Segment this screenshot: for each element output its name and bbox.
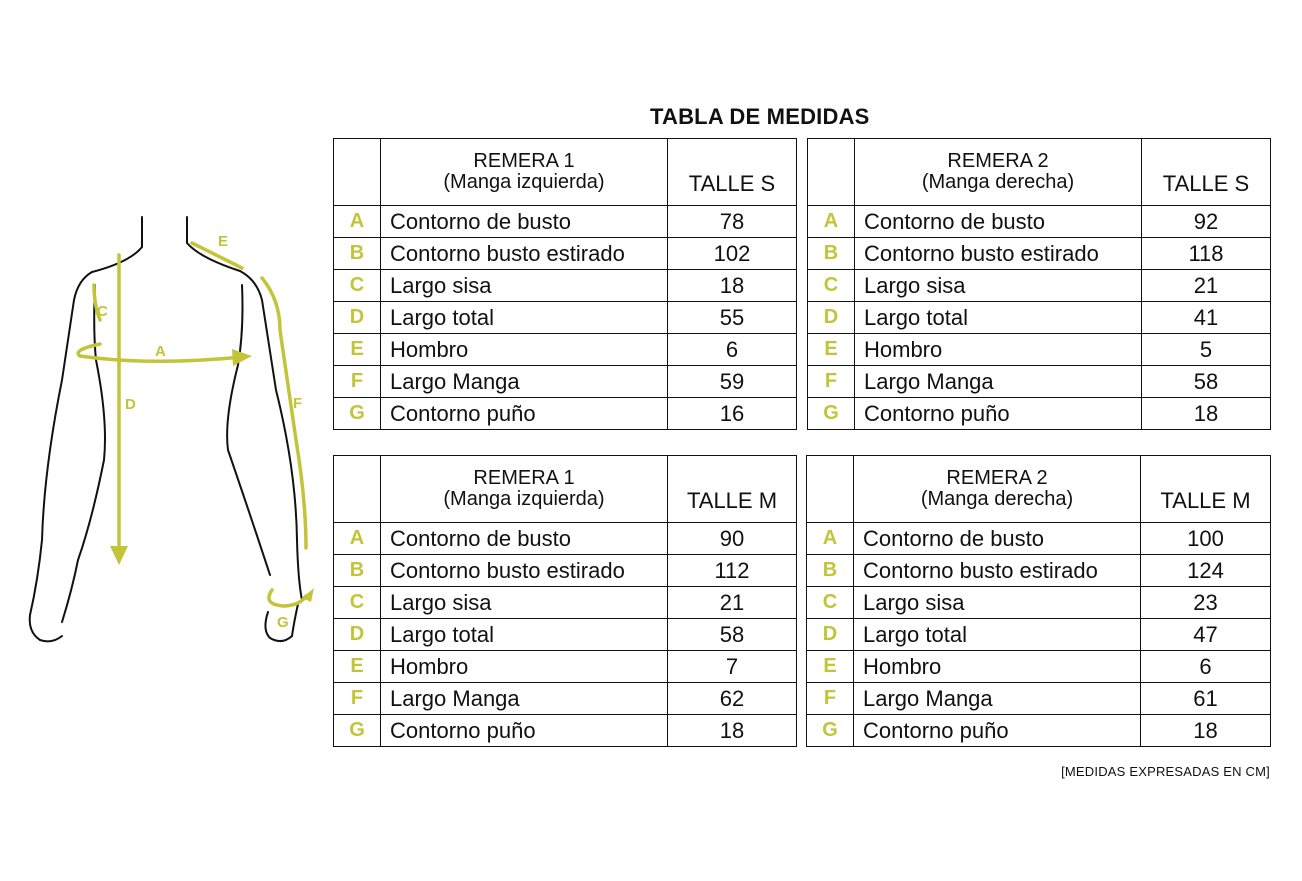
row-label: Contorno de busto <box>381 206 668 238</box>
row-letter: G <box>334 715 381 747</box>
units-footnote: [MEDIDAS EXPRESADAS EN CM] <box>1061 764 1270 779</box>
row-label: Largo sisa <box>854 587 1141 619</box>
size-header: TALLE M <box>668 456 797 523</box>
row-value: 18 <box>668 270 797 302</box>
row-letter: G <box>334 398 381 430</box>
row-letter: C <box>334 270 381 302</box>
row-value: 61 <box>1141 683 1271 715</box>
body-outline-right-arm-outer <box>240 271 302 600</box>
figure-label-c: C <box>97 303 108 320</box>
row-letter: D <box>334 302 381 334</box>
arrowhead-a-icon <box>232 349 252 366</box>
size-table-remera2-s <box>807 138 1271 430</box>
row-label: Largo Manga <box>381 366 668 398</box>
row-label: Contorno busto estirado <box>854 555 1141 587</box>
row-value: 92 <box>1142 206 1271 238</box>
size-table-remera2-m <box>806 455 1271 747</box>
row-label: Hombro <box>855 334 1142 366</box>
garment-name-header <box>855 139 1142 206</box>
garment-sleeve: (Manga izquierda) <box>443 488 605 510</box>
header-blank-cell <box>334 139 381 206</box>
row-letter: B <box>334 238 381 270</box>
size-table-remera1-m <box>333 455 797 747</box>
row-letter: F <box>334 683 381 715</box>
figure-label-a: A <box>155 343 166 360</box>
row-label: Hombro <box>381 334 668 366</box>
row-label: Largo total <box>381 619 668 651</box>
size-header: TALLE S <box>668 139 797 206</box>
row-letter: C <box>808 270 855 302</box>
row-label: Contorno busto estirado <box>855 238 1142 270</box>
row-label: Contorno busto estirado <box>381 555 668 587</box>
row-label: Contorno de busto <box>381 523 668 555</box>
row-letter: D <box>808 302 855 334</box>
row-letter: A <box>334 523 381 555</box>
body-outline-right-wrist <box>292 604 298 636</box>
arrowhead-d-icon <box>110 546 128 565</box>
row-value: 41 <box>1142 302 1271 334</box>
row-letter: F <box>334 366 381 398</box>
row-letter: B <box>808 238 855 270</box>
row-value: 102 <box>668 238 797 270</box>
figure-label-d: D <box>125 396 136 413</box>
row-value: 100 <box>1141 523 1271 555</box>
row-letter: A <box>334 206 381 238</box>
row-letter: A <box>808 206 855 238</box>
row-label: Hombro <box>381 651 668 683</box>
row-label: Largo sisa <box>381 587 668 619</box>
body-outline-left-arm-outer <box>30 272 92 641</box>
row-label: Contorno de busto <box>854 523 1141 555</box>
header-blank-cell <box>807 456 854 523</box>
row-value: 78 <box>668 206 797 238</box>
measure-line-e <box>192 243 242 268</box>
row-label: Largo total <box>854 619 1141 651</box>
garment-name: REMERA 2 <box>947 150 1049 172</box>
garment-name-header <box>381 139 668 206</box>
row-label: Contorno puño <box>381 715 668 747</box>
row-value: 21 <box>668 587 797 619</box>
row-value: 18 <box>1142 398 1271 430</box>
row-label: Largo Manga <box>854 683 1141 715</box>
row-letter: A <box>807 523 854 555</box>
body-measurement-figure <box>18 205 318 655</box>
size-table-remera1-s <box>333 138 797 430</box>
row-value: 21 <box>1142 270 1271 302</box>
row-letter: C <box>334 587 381 619</box>
row-label: Contorno puño <box>381 398 668 430</box>
row-value: 90 <box>668 523 797 555</box>
row-value: 112 <box>668 555 797 587</box>
row-value: 58 <box>1142 366 1271 398</box>
row-value: 55 <box>668 302 797 334</box>
row-letter: D <box>807 619 854 651</box>
header-blank-cell <box>808 139 855 206</box>
row-letter: D <box>334 619 381 651</box>
garment-name-header <box>381 456 668 523</box>
size-header: TALLE M <box>1141 456 1271 523</box>
figure-label-g: G <box>277 614 289 631</box>
row-letter: F <box>807 683 854 715</box>
row-letter: E <box>334 651 381 683</box>
row-letter: C <box>807 587 854 619</box>
row-value: 7 <box>668 651 797 683</box>
garment-sleeve: (Manga izquierda) <box>443 171 605 193</box>
row-letter: E <box>807 651 854 683</box>
row-label: Contorno puño <box>854 715 1141 747</box>
row-value: 58 <box>668 619 797 651</box>
row-value: 6 <box>1141 651 1271 683</box>
row-label: Largo total <box>855 302 1142 334</box>
garment-name: REMERA 1 <box>473 467 575 489</box>
row-label: Contorno busto estirado <box>381 238 668 270</box>
row-label: Contorno de busto <box>855 206 1142 238</box>
row-label: Largo sisa <box>855 270 1142 302</box>
row-label: Contorno puño <box>855 398 1142 430</box>
row-value: 23 <box>1141 587 1271 619</box>
header-blank-cell <box>334 456 381 523</box>
row-value: 5 <box>1142 334 1271 366</box>
body-outline-right-arm-inner <box>227 285 270 575</box>
page-title: TABLA DE MEDIDAS <box>650 104 870 129</box>
row-letter: B <box>334 555 381 587</box>
measure-line-f <box>262 278 306 548</box>
row-value: 6 <box>668 334 797 366</box>
row-letter: F <box>808 366 855 398</box>
garment-name-header <box>854 456 1141 523</box>
body-outline-neck-left <box>92 217 142 272</box>
garment-name: REMERA 1 <box>473 150 575 172</box>
figure-label-f: F <box>293 395 303 412</box>
row-letter: G <box>807 715 854 747</box>
row-letter: G <box>808 398 855 430</box>
row-label: Largo total <box>381 302 668 334</box>
row-value: 18 <box>668 715 797 747</box>
row-letter: B <box>807 555 854 587</box>
row-value: 16 <box>668 398 797 430</box>
row-letter: E <box>334 334 381 366</box>
row-letter: E <box>808 334 855 366</box>
row-value: 124 <box>1141 555 1271 587</box>
row-value: 118 <box>1142 238 1271 270</box>
garment-name: REMERA 2 <box>946 467 1048 489</box>
row-value: 59 <box>668 366 797 398</box>
row-label: Largo Manga <box>381 683 668 715</box>
garment-sleeve: (Manga derecha) <box>920 488 1074 510</box>
row-value: 18 <box>1141 715 1271 747</box>
figure-label-e: E <box>218 233 229 250</box>
row-value: 47 <box>1141 619 1271 651</box>
row-value: 62 <box>668 683 797 715</box>
row-label: Largo sisa <box>381 270 668 302</box>
size-header: TALLE S <box>1142 139 1271 206</box>
garment-sleeve: (Manga derecha) <box>921 171 1075 193</box>
row-label: Hombro <box>854 651 1141 683</box>
row-label: Largo Manga <box>855 366 1142 398</box>
